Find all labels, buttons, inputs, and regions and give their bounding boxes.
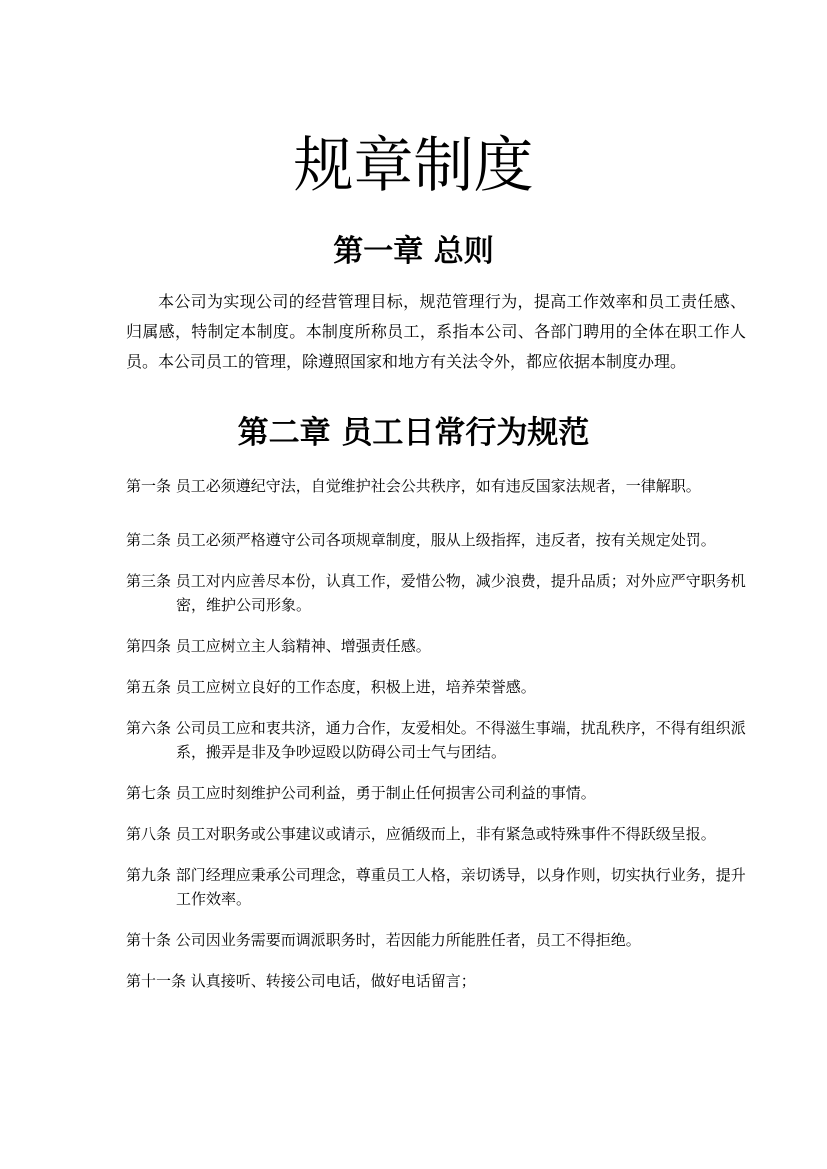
article-7: 第七条 员工应时刻维护公司利益，勇于制止任何损害公司利益的事情。	[126, 784, 596, 802]
article-10: 第十条 公司因业务需要而调派职务时，若因能力所能胜任者，员工不得拒绝。	[126, 931, 641, 949]
chapter-1-paragraph: 本公司为实现公司的经营管理目标，规范管理行为，提高工作效率和员工责任感、归属感，特制定本制度。本制度所称员工，系指本公司、各部门聘用的全体在职工作人员。本公司员工的管理，除遵照国家和地方有关法令外，都应依据本制度办理。	[126, 292, 746, 371]
article-8: 第八条 员工对职务或公事建议或请示，应循级而上，非有紧急或特殊事件不得跃级呈报。	[126, 825, 716, 843]
article-9: 第九条 部门经理应秉承公司理念，尊重员工人格，亲切诱导，以身作则，切实执行业务，提升工作效率。	[126, 866, 746, 908]
article-3: 第三条 员工对内应善尽本份，认真工作，爱惜公物，减少浪费，提升品质；对外应严守职务机密，维护公司形象。	[126, 572, 746, 614]
article-list	[126, 474, 746, 993]
article-1: 第一条 员工必须遵纪守法，自觉维护社会公共秩序，如有违反国家法规者，一律解职。	[126, 477, 701, 495]
article-4: 第四条 员工应树立主人翁精神、增强责任感。	[126, 637, 431, 655]
article-2: 第二条 员工必须严格遵守公司各项规章制度，服从上级指挥，违反者，按有关规定处罚。	[126, 531, 716, 549]
document-title: 规章制度	[293, 131, 534, 201]
chapter-1-heading: 第一章 总则	[333, 234, 494, 269]
article-5: 第五条 员工应树立良好的工作态度，积极上进，培养荣誉感。	[126, 678, 536, 696]
chapter-2-heading: 第二章 员工日常行为规范	[237, 415, 590, 451]
article-6: 第六条 公司员工应和衷共济，通力合作，友爱相处。不得滋生事端，扰乱秩序，不得有组织派系，搬弄是非及争吵逗殴以防碍公司士气与团结。	[126, 719, 746, 761]
article-11: 第十一条 认真接听、转接公司电话，做好电话留言；	[126, 972, 476, 990]
